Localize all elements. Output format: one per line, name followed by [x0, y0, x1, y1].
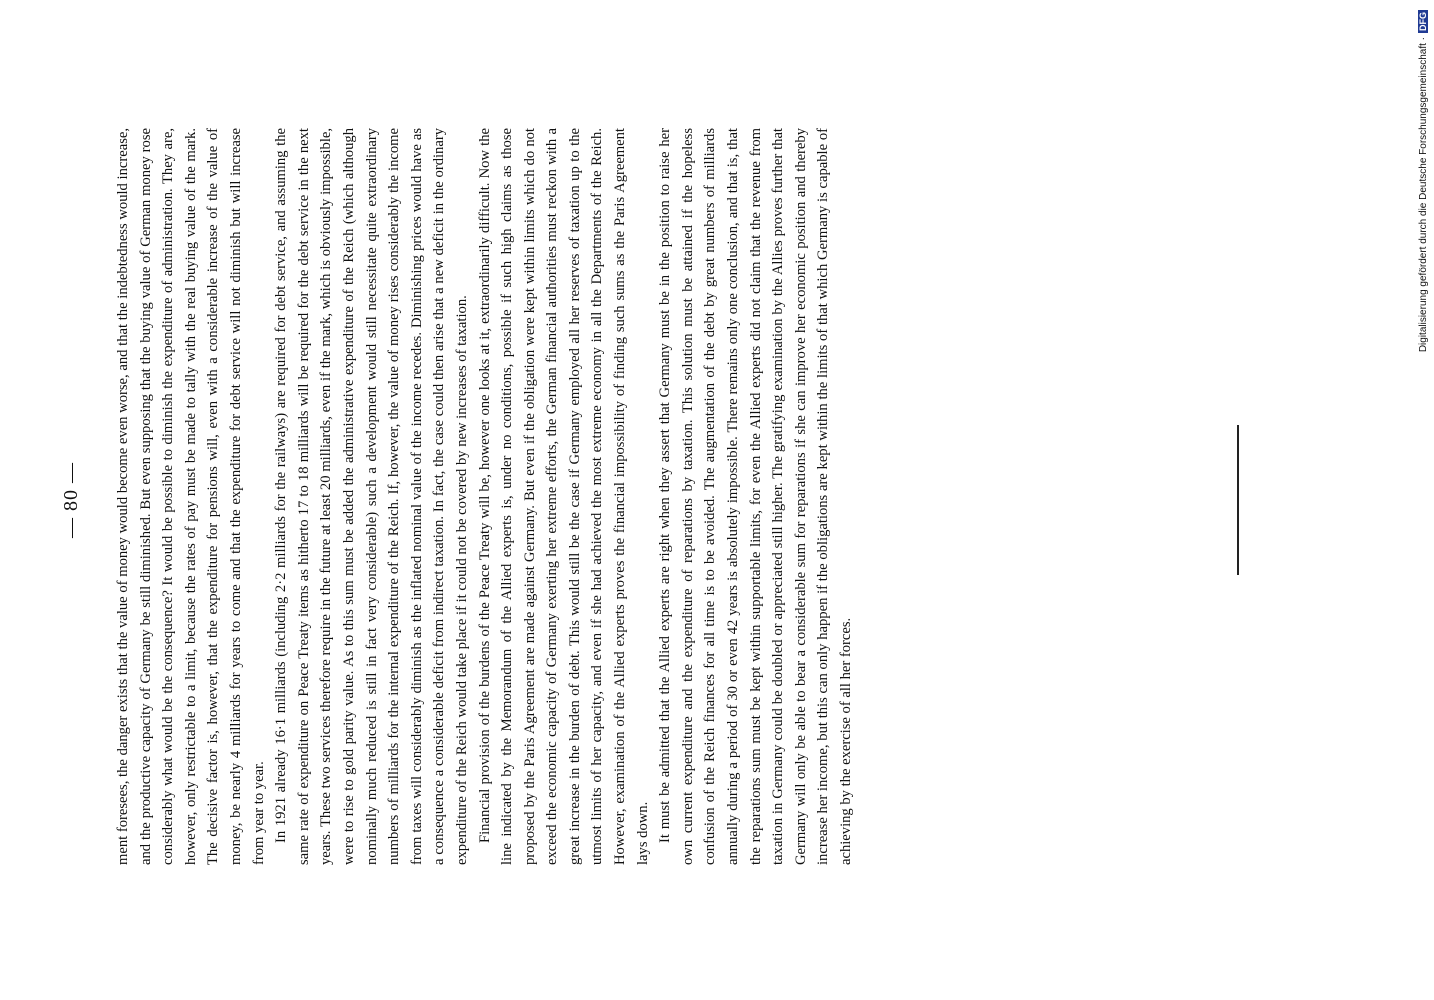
paragraph-1: ment foresees, the danger exists that the value of money would become even worse, and that the indebtedness would increase, and the productive capacity of Germany be still diminished. But even supposing that the buying value of German money rose considerably what would be the consequence? It would be possible to diminish the expenditure of administration. They are, however, only restrictable to a limit, because the rates of pay must be made to tally with the real buying value of the mark. The decisive factor is, however, that the expenditure for pensions will, even with a considerable increase of the value of money, be nearly 4 milliards for years to come and that the expenditure for debt service will not diminish but will increase from year to year.: [115, 128, 267, 865]
paragraph-2: In 1921 already 16·1 milliards (including 2·2 milliards for the railways) are required for debt service, and assuming the same rate of expenditure on Peace Treaty items as hitherto 17 to 18 milliards will be required for the debt service in the next years. These two services therefore require in the future at least 20 milliards, even if the mark, which is obviously impossible, were to rise to gold parity value. As to this sum must be added the administrative expenditure of the Reich (which although nominally much reduced is still in fact very considerable) such a development would still necessitate quite extraordinary numbers of milliards for the internal expenditure of the Reich. If, however, the value of money rises considerably the income from taxes will considerably diminish as the inflated nominal value of the income recedes. Diminishing prices would have as a consequence a considerable deficit from indirect taxation. In fact, the case could then arise that a new deficit in the ordinary expenditure of the Reich would take place if it could not be covered by new increases of taxation.: [273, 128, 470, 865]
body-text: [112, 128, 858, 865]
credit-text: Digitalisierung gefördert durch die Deutsche Forschungsgemeinschaft ·: [1418, 37, 1429, 353]
end-rule: [1237, 425, 1239, 575]
credit-wrap: [1418, 10, 1429, 352]
dfg-logo: DFG: [1418, 12, 1428, 31]
paragraph-4: It must be admitted that the Allied experts are right when they assert that Germany must be in the position to raise her own current expenditure and the expenditure of reparations by taxation. This solution must be attained if the hopeless confusion of the Reich finances for all time is to be avoided. The augmentation of the debt by great numbers of milliards annually during a period of 30 or even 42 years is absolutely impossible. There remains only one conclusion, and that is, that the reparations sum must be kept within supportable limits, for even the Allied experts did not claim that the revenue from taxation in Germany could be doubled or appreciated still higher. The gratifying examination by the Allies proves further that Germany will only be able to bear a considerable sum for reparations if she can improve her economic position and thereby increase her income, but this can only happen if the obligations are kept within the limits of that which Germany is capable of achieving by the exercise of all her forces.: [657, 128, 854, 865]
paragraph-3: Financial provision of the burdens of the Peace Treaty will be, however one looks at it, extraordinarily difficult. Now the line indicated by the Memorandum of the Allied experts is, under no conditions, possible if such high claims as those proposed by the Paris Agreement are made against Germany. But even if the obligation were kept within limits which do not exceed the economic capacity of Germany exerting her extreme efforts, the German financial authorities must reckon with a great increase in the burden of debt. This would still be the case if Germany employed all her reserves of taxation up to the utmost limits of her capacity, and even if she had achieved the most extreme economy in all the Departments of the Reich. However, examination of the Allied experts proves the financial impossibility of finding such sums as the Paris Agreement lays down.: [476, 128, 651, 865]
page-number: — 80 —: [60, 462, 82, 538]
